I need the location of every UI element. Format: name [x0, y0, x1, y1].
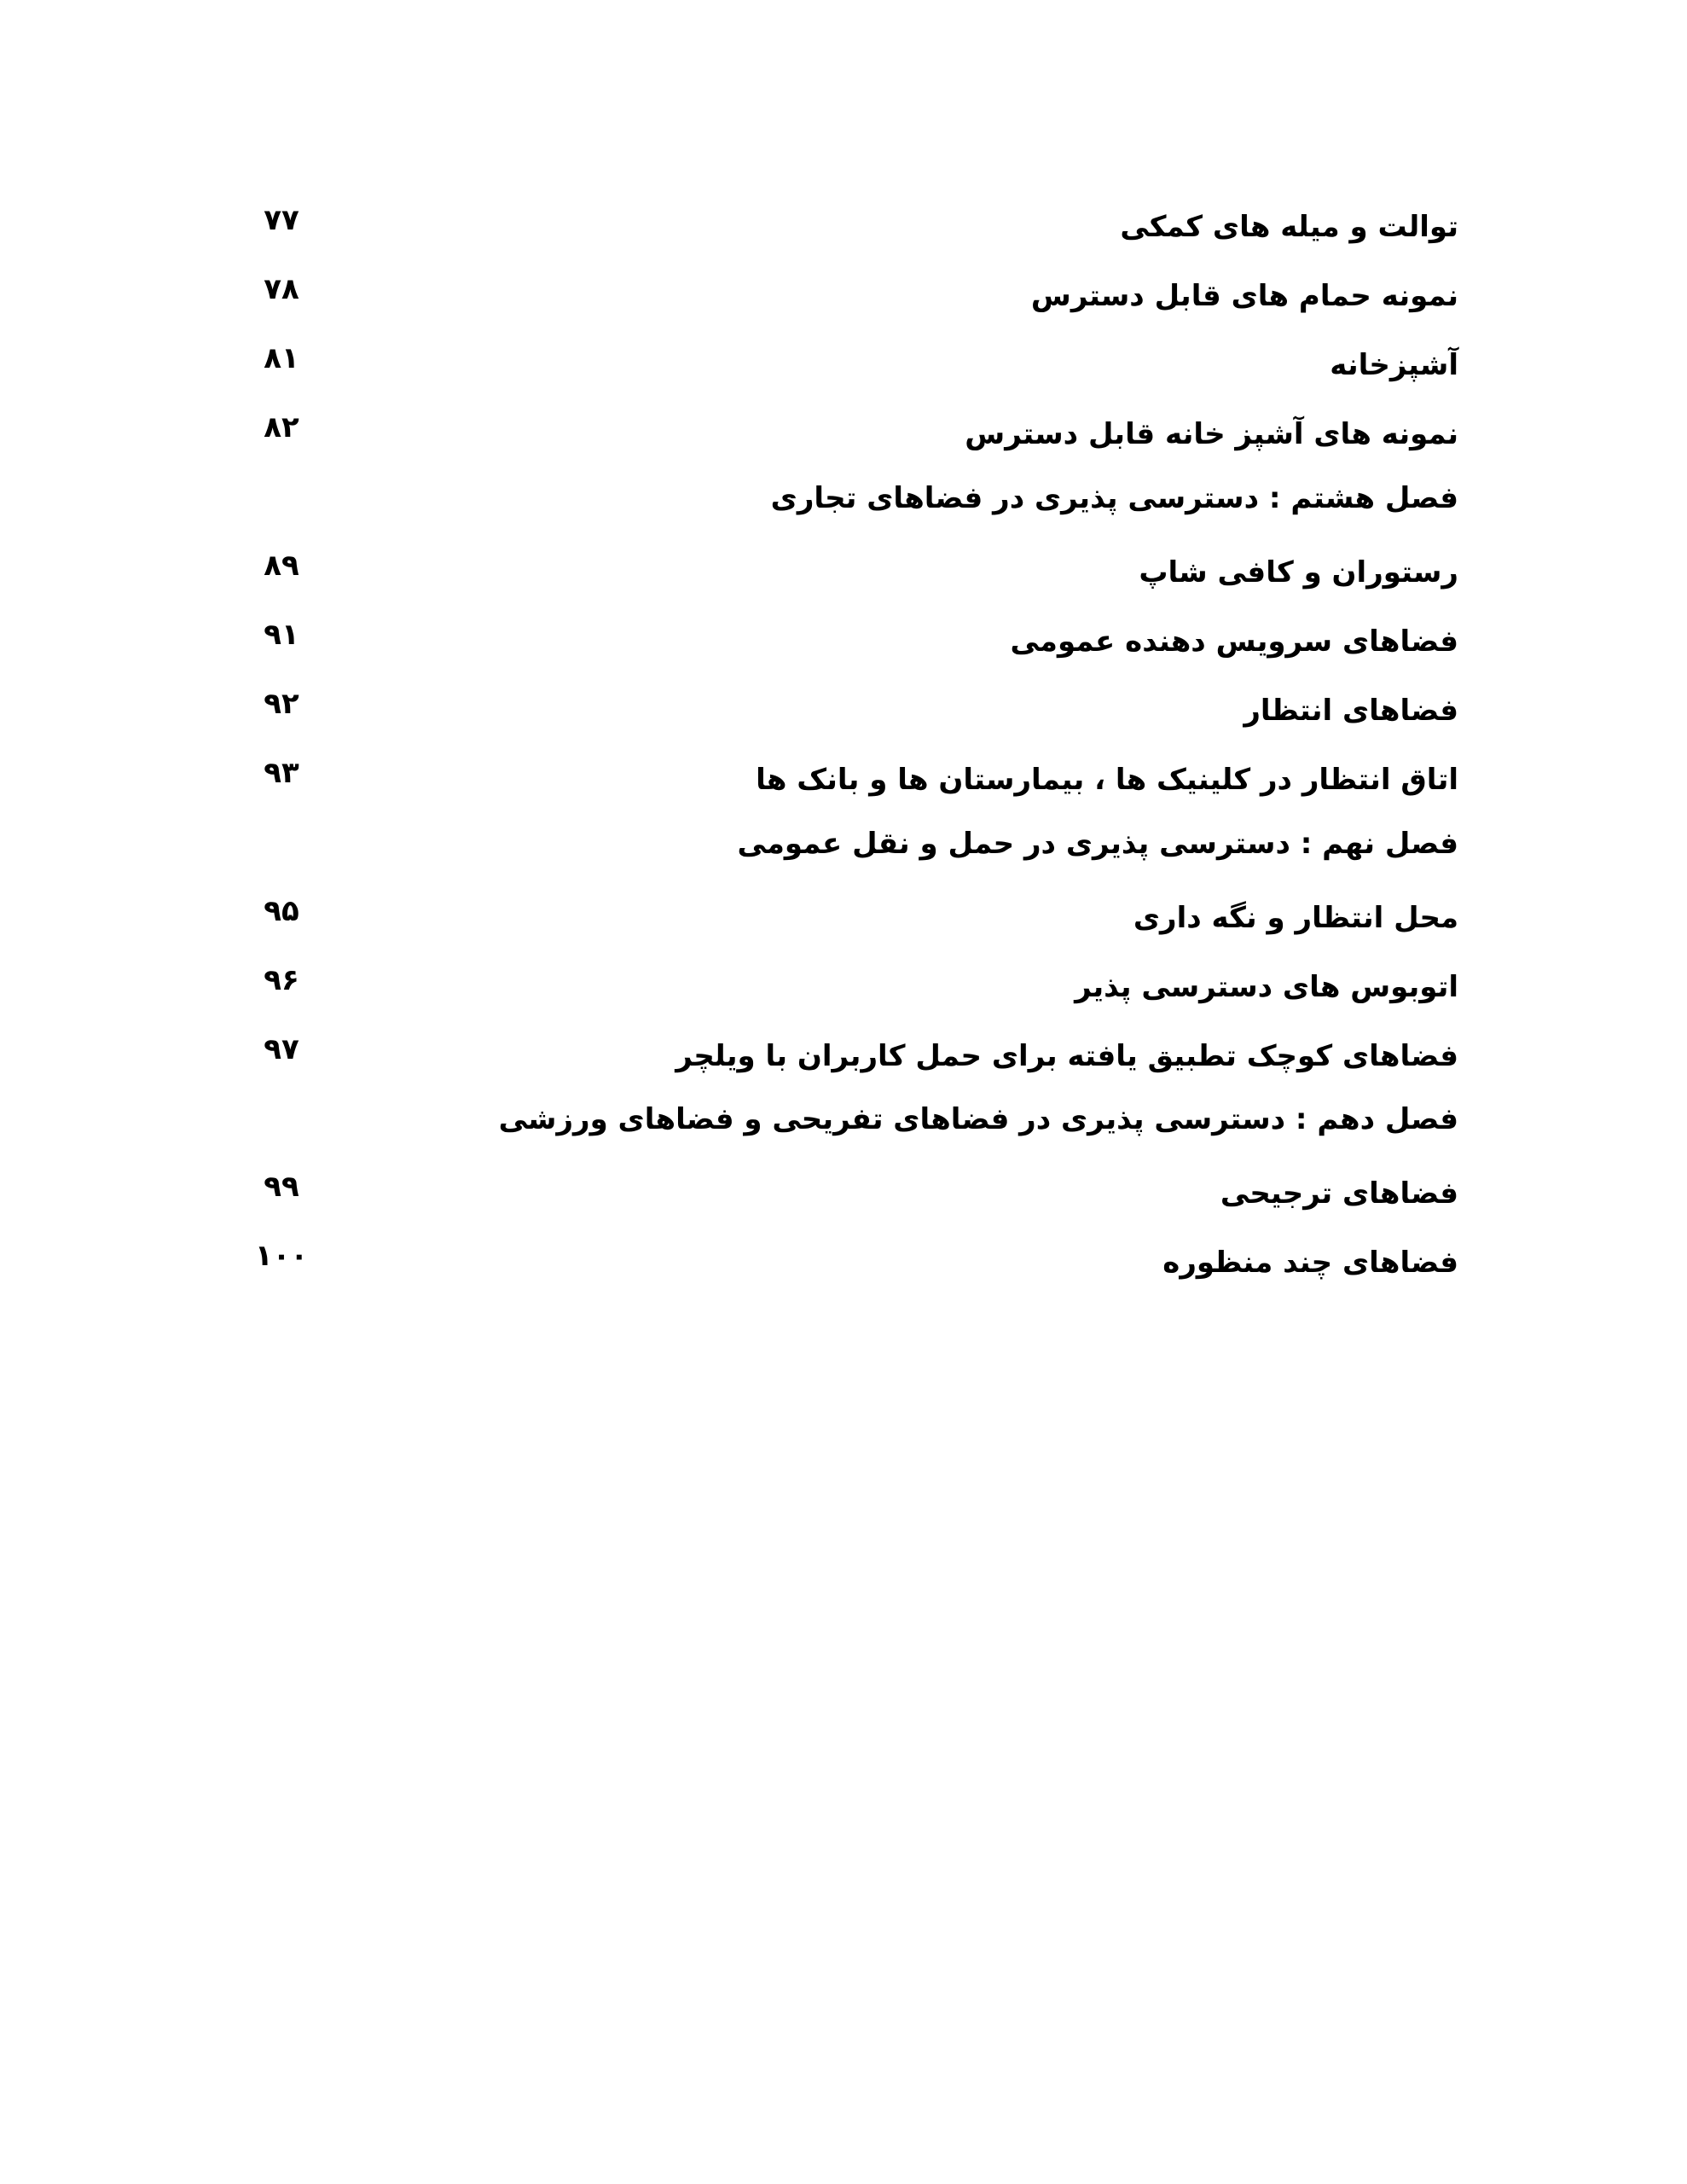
toc-entry-page-number: ۹۲ [264, 687, 299, 721]
toc-entry-page-number: ۹۹ [264, 1170, 299, 1204]
toc-chapter-title: فصل نهم : دسترسی پذیری در حمل و نقل عمومی [737, 827, 1458, 861]
toc-entry-page-number: ۱۰۰ [254, 1239, 309, 1273]
toc-entry [0, 201, 1687, 253]
toc-entry-page-number: ۸۹ [264, 549, 299, 583]
toc-entry-title: نمونه حمام های قابل دسترس [1030, 279, 1458, 313]
toc-entry-title: محل انتظار و نگه داری [1133, 901, 1458, 935]
toc-entry-page-number: ۷۸ [264, 272, 299, 306]
toc-entry [0, 547, 1687, 598]
toc-entry [0, 1031, 1687, 1082]
toc-entry-title: آشپزخانه [1330, 348, 1458, 382]
toc-entry-page-number: ۹۷ [264, 1032, 299, 1066]
toc-entry [0, 685, 1687, 736]
toc-entry-page-number: ۹۵ [264, 894, 299, 928]
toc-chapter-title: فصل هشتم : دسترسی پذیری در فضاهای تجاری [770, 481, 1458, 515]
toc-entry-page-number: ۷۷ [264, 203, 299, 237]
toc-entry-title: فضاهای انتظار [1244, 694, 1458, 728]
toc-entry-title: نمونه های آشپز خانه قابل دسترس [965, 417, 1458, 451]
toc-entry-page-number: ۹۶ [264, 963, 299, 997]
toc-entry [0, 270, 1687, 322]
toc-chapter-heading [0, 818, 1687, 869]
toc-chapter-heading [0, 473, 1687, 524]
toc-entry-title: اتاق انتظار در کلینیک ها ، بیمارستان ها و بانک ها [756, 763, 1458, 797]
toc-entry [0, 340, 1687, 391]
toc-entry-title: توالت و میله های کمکی [1120, 210, 1458, 244]
toc-entry [0, 1168, 1687, 1219]
toc-entry-page-number: ۸۲ [264, 410, 299, 444]
toc-entry [0, 1237, 1687, 1288]
toc-entry [0, 409, 1687, 460]
toc-chapter-title: فصل دهم : دسترسی پذیری در فضاهای تفریحی و فضاهای ورزشی [498, 1102, 1458, 1136]
toc-entry-title: فضاهای ترجیحی [1220, 1176, 1458, 1211]
toc-entry-title: فضاهای سرویس دهنده عمومی [1010, 624, 1458, 659]
toc-entry-title: فضاهای کوچک تطبیق یافته برای حمل کاربران با ویلچر [675, 1039, 1458, 1073]
toc-entry-page-number: ۸۱ [264, 341, 299, 375]
toc-entry-page-number: ۹۱ [264, 618, 299, 652]
toc-entry [0, 754, 1687, 805]
toc-entry-page-number: ۹۳ [264, 756, 299, 790]
toc-entry [0, 961, 1687, 1013]
toc-entry-title: اتوبوس های دسترسی پذیر [1075, 970, 1458, 1004]
toc-entry [0, 892, 1687, 944]
toc-entry-title: رستوران و کافی شاپ [1139, 555, 1458, 590]
toc-entry [0, 616, 1687, 667]
toc-chapter-heading [0, 1094, 1687, 1145]
toc-entry-title: فضاهای چند منظوره [1162, 1246, 1458, 1280]
